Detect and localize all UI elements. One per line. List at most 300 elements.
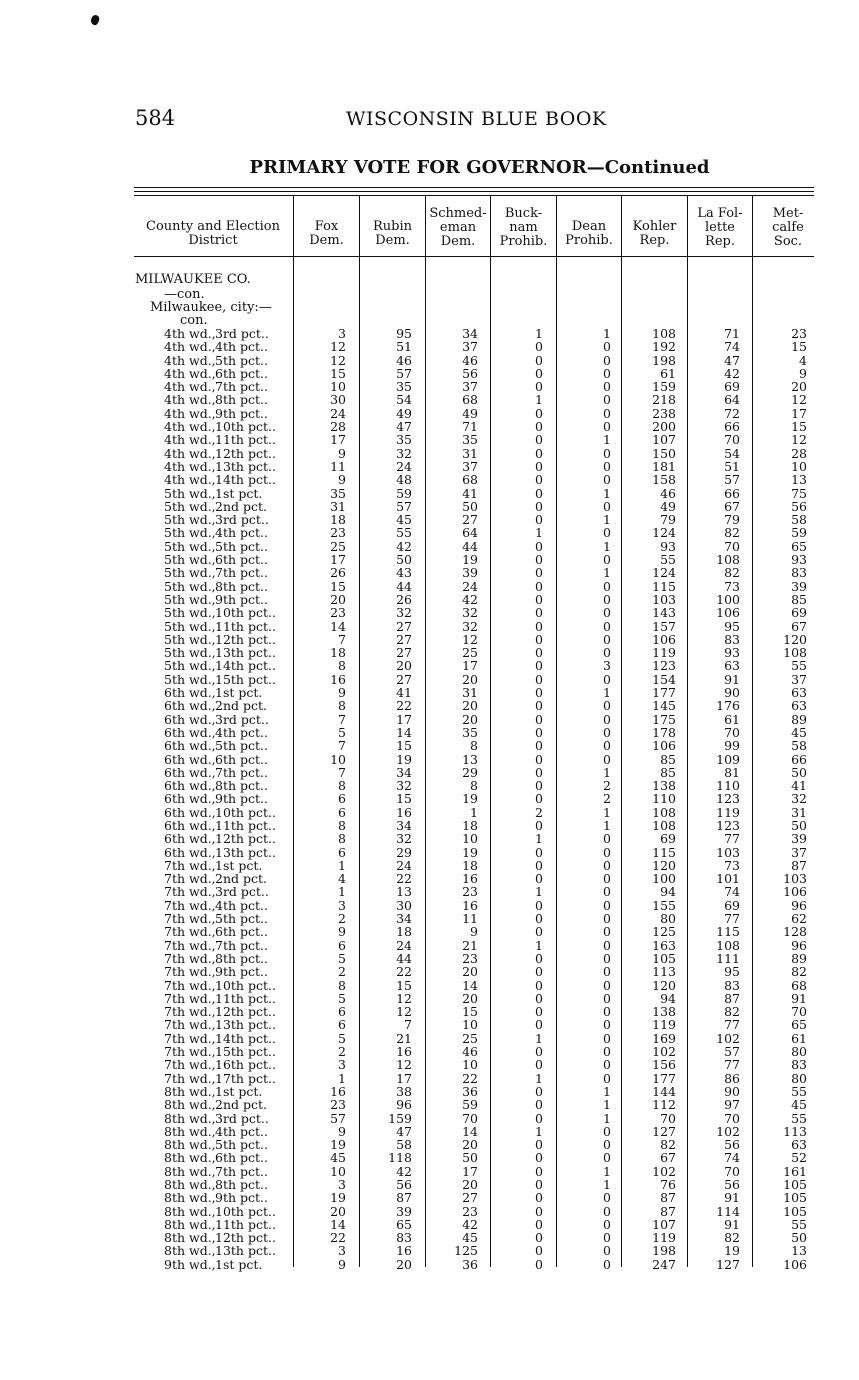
precinct-cell: 12th pct.. [215, 1004, 276, 1020]
rubin-cell: 14 [396, 724, 412, 740]
rubin-cell: 30 [396, 897, 412, 913]
table-row [0, 526, 859, 539]
ward-cell: 6th wd., [164, 817, 216, 833]
bucknam-cell: 0 [535, 685, 543, 701]
precinct-cell: 7th pct.. [215, 565, 268, 581]
rubin-cell: 16 [396, 1044, 412, 1060]
schmedeman-cell: 64 [462, 525, 478, 541]
table-row [0, 939, 859, 952]
table-row [0, 992, 859, 1005]
schmedeman-cell: 50 [462, 498, 478, 514]
kohler-cell: 138 [652, 778, 676, 794]
metcalfe-cell: 93 [791, 552, 807, 568]
table-row [0, 699, 859, 712]
fox-cell: 3 [338, 1177, 346, 1192]
bucknam-cell: 0 [535, 778, 543, 794]
lafollette-cell: 100 [716, 591, 740, 607]
precinct-cell: 8th pct.. [215, 778, 268, 794]
lafollette-cell: 123 [716, 791, 740, 807]
kohler-cell: 120 [652, 857, 676, 873]
dean-cell: 0 [603, 977, 611, 993]
kohler-cell: 82 [660, 1137, 676, 1153]
metcalfe-cell: 62 [791, 911, 807, 927]
bucknam-cell: 0 [535, 1137, 543, 1153]
kohler-cell: 93 [660, 538, 676, 554]
table-row [0, 979, 859, 992]
bucknam-cell: 0 [535, 964, 543, 980]
metcalfe-cell: 50 [791, 817, 807, 833]
ward-cell: 7th wd., [164, 964, 216, 980]
dean-cell: 1 [603, 432, 611, 448]
dean-cell: 0 [603, 365, 611, 381]
rubin-cell: 21 [396, 1030, 412, 1046]
precinct-cell: 3rd pct.. [215, 884, 269, 900]
lafollette-cell: 72 [724, 405, 740, 421]
page-number: 584 [135, 106, 176, 130]
dean-cell: 0 [603, 1243, 611, 1259]
ink-blot [89, 14, 100, 26]
metcalfe-cell: 55 [791, 1216, 807, 1232]
kohler-cell: 157 [652, 618, 676, 634]
ward-cell: 7th wd., [164, 871, 216, 887]
lafollette-cell: 77 [724, 1017, 740, 1033]
kohler-cell: 67 [660, 1150, 676, 1166]
fox-cell: 10 [330, 751, 346, 767]
lafollette-cell: 82 [724, 565, 740, 581]
lafollette-cell: 91 [724, 1216, 740, 1232]
table-row [0, 1178, 859, 1191]
precinct-cell: 12th pct.. [215, 445, 276, 461]
schmedeman-cell: 13 [462, 751, 478, 767]
bucknam-cell: 0 [535, 857, 543, 873]
kohler-cell: 198 [652, 352, 676, 368]
ward-cell: 5th wd., [164, 631, 216, 647]
metcalfe-cell: 108 [783, 645, 807, 661]
kohler-cell: 108 [652, 817, 676, 833]
dean-cell: 0 [603, 339, 611, 355]
bucknam-cell: 1 [535, 1030, 543, 1046]
lafollette-cell: 86 [724, 1070, 740, 1086]
fox-cell: 2 [338, 964, 346, 980]
table-row [0, 779, 859, 792]
bucknam-cell: 0 [535, 365, 543, 381]
dean-cell: 0 [603, 645, 611, 661]
metcalfe-cell: 128 [783, 924, 807, 940]
fox-cell: 45 [330, 1150, 346, 1166]
rubin-cell: 58 [396, 1137, 412, 1153]
ward-cell: 9th wd., [164, 1256, 216, 1272]
ward-cell: 6th wd., [164, 778, 216, 794]
precinct-cell: 5th pct.. [215, 1137, 268, 1153]
rubin-cell: 7 [404, 1017, 412, 1033]
ward-cell: 5th wd., [164, 525, 216, 541]
bucknam-cell: 0 [535, 1216, 543, 1232]
bucknam-cell: 0 [535, 751, 543, 767]
fox-cell: 30 [330, 392, 346, 408]
metcalfe-cell: 59 [791, 525, 807, 541]
kohler-cell: 119 [652, 645, 676, 661]
dean-cell: 0 [603, 1017, 611, 1033]
precinct-cell: 10th pct.. [215, 419, 276, 435]
kohler-cell: 85 [660, 764, 676, 780]
rubin-cell: 12 [396, 990, 412, 1006]
column-header-schmedeman [426, 207, 490, 249]
metcalfe-cell: 80 [791, 1044, 807, 1060]
table-row [0, 500, 859, 513]
dean-cell: 0 [603, 605, 611, 621]
bucknam-cell: 0 [535, 897, 543, 913]
ward-cell: 5th wd., [164, 512, 216, 528]
rubin-cell: 96 [396, 1097, 412, 1113]
city-heading: Milwaukee, city:— [150, 300, 272, 315]
column-header-line: Met- [772, 206, 804, 221]
rubin-cell: 44 [396, 578, 412, 594]
metcalfe-cell: 161 [783, 1163, 807, 1179]
rubin-cell: 19 [396, 751, 412, 767]
fox-cell: 28 [330, 419, 346, 435]
bucknam-cell: 0 [535, 1190, 543, 1206]
precinct-cell: 8th pct.. [215, 950, 268, 966]
column-header-line: eman [439, 220, 477, 235]
dean-cell: 1 [603, 1177, 611, 1192]
fox-cell: 7 [338, 738, 346, 754]
kohler-cell: 238 [652, 405, 676, 421]
table-row [0, 952, 859, 965]
ward-cell: 4th wd., [164, 445, 216, 461]
dean-cell: 0 [603, 738, 611, 754]
table-row [0, 367, 859, 380]
dean-cell: 0 [603, 1057, 611, 1073]
table-row [0, 447, 859, 460]
precinct-cell: 6th pct.. [215, 552, 268, 568]
dean-cell: 0 [603, 1044, 611, 1060]
precinct-cell: 10th pct.. [215, 605, 276, 621]
precinct-cell: 10th pct.. [215, 1203, 276, 1219]
ward-cell: 4th wd., [164, 352, 216, 368]
precinct-cell: 3rd pct.. [215, 512, 269, 528]
lafollette-cell: 77 [724, 911, 740, 927]
ward-cell: 4th wd., [164, 405, 216, 421]
metcalfe-cell: 13 [791, 1243, 807, 1259]
metcalfe-cell: 96 [791, 897, 807, 913]
fox-cell: 5 [338, 1030, 346, 1046]
rubin-cell: 13 [396, 884, 412, 900]
ward-cell: 7th wd., [164, 1030, 216, 1046]
precinct-cell: 16th pct.. [215, 1057, 276, 1073]
bucknam-cell: 0 [535, 1110, 543, 1126]
bucknam-cell: 0 [535, 605, 543, 621]
ward-cell: 6th wd., [164, 764, 216, 780]
bucknam-cell: 0 [535, 645, 543, 661]
dean-cell: 0 [603, 924, 611, 940]
top-rule [134, 187, 814, 188]
schmedeman-cell: 19 [462, 844, 478, 860]
dean-cell: 0 [603, 392, 611, 408]
schmedeman-cell: 125 [454, 1243, 478, 1259]
schmedeman-cell: 27 [462, 1190, 478, 1206]
vote-table-body [0, 327, 859, 1271]
schmedeman-cell: 10 [462, 1057, 478, 1073]
column-header-line: La Fol- [697, 206, 743, 221]
rubin-cell: 27 [396, 645, 412, 661]
fox-cell: 25 [330, 538, 346, 554]
schmedeman-cell: 50 [462, 1150, 478, 1166]
fox-cell: 10 [330, 1163, 346, 1179]
precinct-cell: 12th pct.. [215, 831, 276, 847]
metcalfe-cell: 55 [791, 1083, 807, 1099]
bucknam-cell: 1 [535, 884, 543, 900]
fox-cell: 6 [338, 804, 346, 820]
lafollette-cell: 74 [724, 884, 740, 900]
kohler-cell: 105 [652, 950, 676, 966]
metcalfe-cell: 105 [783, 1177, 807, 1192]
schmedeman-cell: 44 [462, 538, 478, 554]
precinct-cell: 8th pct.. [215, 392, 268, 408]
ward-cell: 7th wd., [164, 897, 216, 913]
dean-cell: 0 [603, 897, 611, 913]
precinct-cell: 11th pct.. [215, 1216, 276, 1232]
lafollette-cell: 71 [724, 326, 740, 341]
rubin-cell: 24 [396, 857, 412, 873]
kohler-cell: 156 [652, 1057, 676, 1073]
schmedeman-cell: 20 [462, 1177, 478, 1192]
metcalfe-cell: 52 [791, 1150, 807, 1166]
ward-cell: 8th wd., [164, 1216, 216, 1232]
schmedeman-cell: 27 [462, 512, 478, 528]
bucknam-cell: 0 [535, 352, 543, 368]
precinct-cell: 11th pct.. [215, 817, 276, 833]
table-row [0, 354, 859, 367]
schmedeman-cell: 42 [462, 1216, 478, 1232]
kohler-cell: 120 [652, 977, 676, 993]
rubin-cell: 44 [396, 950, 412, 966]
kohler-cell: 108 [652, 326, 676, 341]
ward-cell: 7th wd., [164, 977, 216, 993]
ward-cell: 4th wd., [164, 339, 216, 355]
fox-cell: 12 [330, 339, 346, 355]
precinct-cell: 4th pct.. [215, 724, 268, 740]
precinct-cell: 11th pct.. [215, 618, 276, 634]
ward-cell: 8th wd., [164, 1137, 216, 1153]
bucknam-cell: 0 [535, 817, 543, 833]
rubin-cell: 16 [396, 1243, 412, 1259]
ward-cell: 4th wd., [164, 472, 216, 488]
schmedeman-cell: 46 [462, 1044, 478, 1060]
bucknam-cell: 0 [535, 990, 543, 1006]
dean-cell: 2 [603, 791, 611, 807]
rubin-cell: 12 [396, 1004, 412, 1020]
rubin-cell: 49 [396, 405, 412, 421]
schmedeman-cell: 20 [462, 671, 478, 687]
fox-cell: 6 [338, 1017, 346, 1033]
fox-cell: 1 [338, 1070, 346, 1086]
rubin-cell: 59 [396, 485, 412, 501]
precinct-cell: 8th pct.. [215, 578, 268, 594]
dean-cell: 1 [603, 326, 611, 341]
schmedeman-cell: 32 [462, 605, 478, 621]
kohler-cell: 145 [652, 698, 676, 714]
ward-cell: 6th wd., [164, 791, 216, 807]
dean-cell: 0 [603, 1203, 611, 1219]
precinct-cell: 3rd pct.. [215, 1110, 269, 1126]
precinct-cell: 5th pct.. [215, 738, 268, 754]
bucknam-cell: 0 [535, 671, 543, 687]
dean-cell: 0 [603, 1123, 611, 1139]
rubin-cell: 26 [396, 591, 412, 607]
schmedeman-cell: 23 [462, 884, 478, 900]
schmedeman-cell: 49 [462, 405, 478, 421]
schmedeman-cell: 41 [462, 485, 478, 501]
bucknam-cell: 0 [535, 764, 543, 780]
bucknam-cell: 0 [535, 419, 543, 435]
schmedeman-cell: 1 [470, 804, 478, 820]
fox-cell: 18 [330, 512, 346, 528]
rubin-cell: 87 [396, 1190, 412, 1206]
dean-cell: 0 [603, 525, 611, 541]
bucknam-cell: 0 [535, 711, 543, 727]
schmedeman-cell: 20 [462, 964, 478, 980]
kohler-cell: 85 [660, 751, 676, 767]
bucknam-cell: 0 [535, 1177, 543, 1192]
table-row [0, 433, 859, 446]
ward-cell: 8th wd., [164, 1163, 216, 1179]
fox-cell: 57 [330, 1110, 346, 1126]
lafollette-cell: 106 [716, 605, 740, 621]
ward-cell: 5th wd., [164, 552, 216, 568]
schmedeman-cell: 16 [462, 871, 478, 887]
dean-cell: 0 [603, 379, 611, 395]
column-header-line: nam [509, 220, 538, 235]
table-row [0, 806, 859, 819]
fox-cell: 8 [338, 977, 346, 993]
metcalfe-cell: 67 [791, 618, 807, 634]
table-row [0, 713, 859, 726]
precinct-cell: 1st pct. [215, 1256, 263, 1272]
lafollette-cell: 97 [724, 1097, 740, 1113]
schmedeman-cell: 31 [462, 445, 478, 461]
ward-cell: 6th wd., [164, 685, 216, 701]
kohler-cell: 247 [652, 1256, 676, 1272]
dean-cell: 0 [603, 1230, 611, 1246]
fox-cell: 16 [330, 1083, 346, 1099]
dean-cell: 1 [603, 1163, 611, 1179]
rubin-cell: 27 [396, 631, 412, 647]
dean-cell: 0 [603, 1137, 611, 1153]
table-row [0, 925, 859, 938]
lafollette-cell: 67 [724, 498, 740, 514]
lafollette-cell: 90 [724, 685, 740, 701]
precinct-cell: 13th pct.. [215, 844, 276, 860]
kohler-cell: 107 [652, 1216, 676, 1232]
dean-cell: 0 [603, 445, 611, 461]
bucknam-cell: 0 [535, 565, 543, 581]
precinct-cell: 6th pct.. [215, 1150, 268, 1166]
lafollette-cell: 70 [724, 1163, 740, 1179]
kohler-cell: 100 [652, 871, 676, 887]
kohler-cell: 127 [652, 1123, 676, 1139]
fox-cell: 24 [330, 405, 346, 421]
lafollette-cell: 108 [716, 552, 740, 568]
precinct-cell: 7th pct.. [215, 379, 268, 395]
table-row [0, 380, 859, 393]
fox-cell: 26 [330, 565, 346, 581]
ward-cell: 4th wd., [164, 326, 216, 341]
lafollette-cell: 51 [724, 458, 740, 474]
column-header-rubin [360, 220, 425, 248]
rubin-cell: 34 [396, 764, 412, 780]
ward-cell: 7th wd., [164, 884, 216, 900]
rubin-cell: 51 [396, 339, 412, 355]
ward-cell: 8th wd., [164, 1150, 216, 1166]
column-header-lafollette [688, 207, 752, 249]
precinct-cell: 5th pct.. [215, 538, 268, 554]
ward-cell: 7th wd., [164, 1044, 216, 1060]
fox-cell: 10 [330, 379, 346, 395]
table-row [0, 1112, 859, 1125]
fox-cell: 18 [330, 645, 346, 661]
ward-cell: 5th wd., [164, 658, 216, 674]
ward-cell: 7th wd., [164, 990, 216, 1006]
lafollette-cell: 19 [724, 1243, 740, 1259]
lafollette-cell: 115 [716, 924, 740, 940]
fox-cell: 19 [330, 1137, 346, 1153]
lafollette-cell: 70 [724, 1110, 740, 1126]
header-rule [134, 256, 814, 257]
page-title-text: PRIMARY VOTE FOR GOVERNOR—Continued [249, 157, 710, 178]
dean-cell: 0 [603, 724, 611, 740]
rubin-cell: 22 [396, 964, 412, 980]
lafollette-cell: 102 [716, 1123, 740, 1139]
table-row [0, 739, 859, 752]
precinct-cell: 11th pct.. [215, 990, 276, 1006]
lafollette-cell: 90 [724, 1083, 740, 1099]
dean-cell: 0 [603, 405, 611, 421]
metcalfe-cell: 55 [791, 1110, 807, 1126]
rubin-cell: 45 [396, 512, 412, 528]
bucknam-cell: 0 [535, 658, 543, 674]
fox-cell: 7 [338, 764, 346, 780]
precinct-cell: 10th pct.. [215, 977, 276, 993]
schmedeman-cell: 23 [462, 1203, 478, 1219]
dean-cell: 1 [603, 565, 611, 581]
lafollette-cell: 82 [724, 1004, 740, 1020]
lafollette-cell: 114 [716, 1203, 740, 1219]
metcalfe-cell: 9 [799, 365, 807, 381]
fox-cell: 19 [330, 1190, 346, 1206]
fox-cell: 15 [330, 365, 346, 381]
schmedeman-cell: 18 [462, 817, 478, 833]
schmedeman-cell: 68 [462, 392, 478, 408]
metcalfe-cell: 31 [791, 804, 807, 820]
dean-cell: 0 [603, 964, 611, 980]
kohler-cell: 110 [652, 791, 676, 807]
fox-cell: 9 [338, 1256, 346, 1272]
schmedeman-cell: 32 [462, 618, 478, 634]
kohler-cell: 112 [652, 1097, 676, 1113]
metcalfe-cell: 70 [791, 1004, 807, 1020]
ward-cell: 5th wd., [164, 591, 216, 607]
dean-cell: 1 [603, 1083, 611, 1099]
ward-cell: 8th wd., [164, 1110, 216, 1126]
column-header-line: Dem. [440, 234, 476, 249]
precinct-cell: 5th pct.. [215, 352, 268, 368]
ward-cell: 8th wd., [164, 1123, 216, 1139]
ward-cell: 6th wd., [164, 711, 216, 727]
kohler-cell: 159 [652, 379, 676, 395]
rubin-cell: 34 [396, 911, 412, 927]
dean-cell: 0 [603, 618, 611, 634]
lafollette-cell: 87 [724, 990, 740, 1006]
